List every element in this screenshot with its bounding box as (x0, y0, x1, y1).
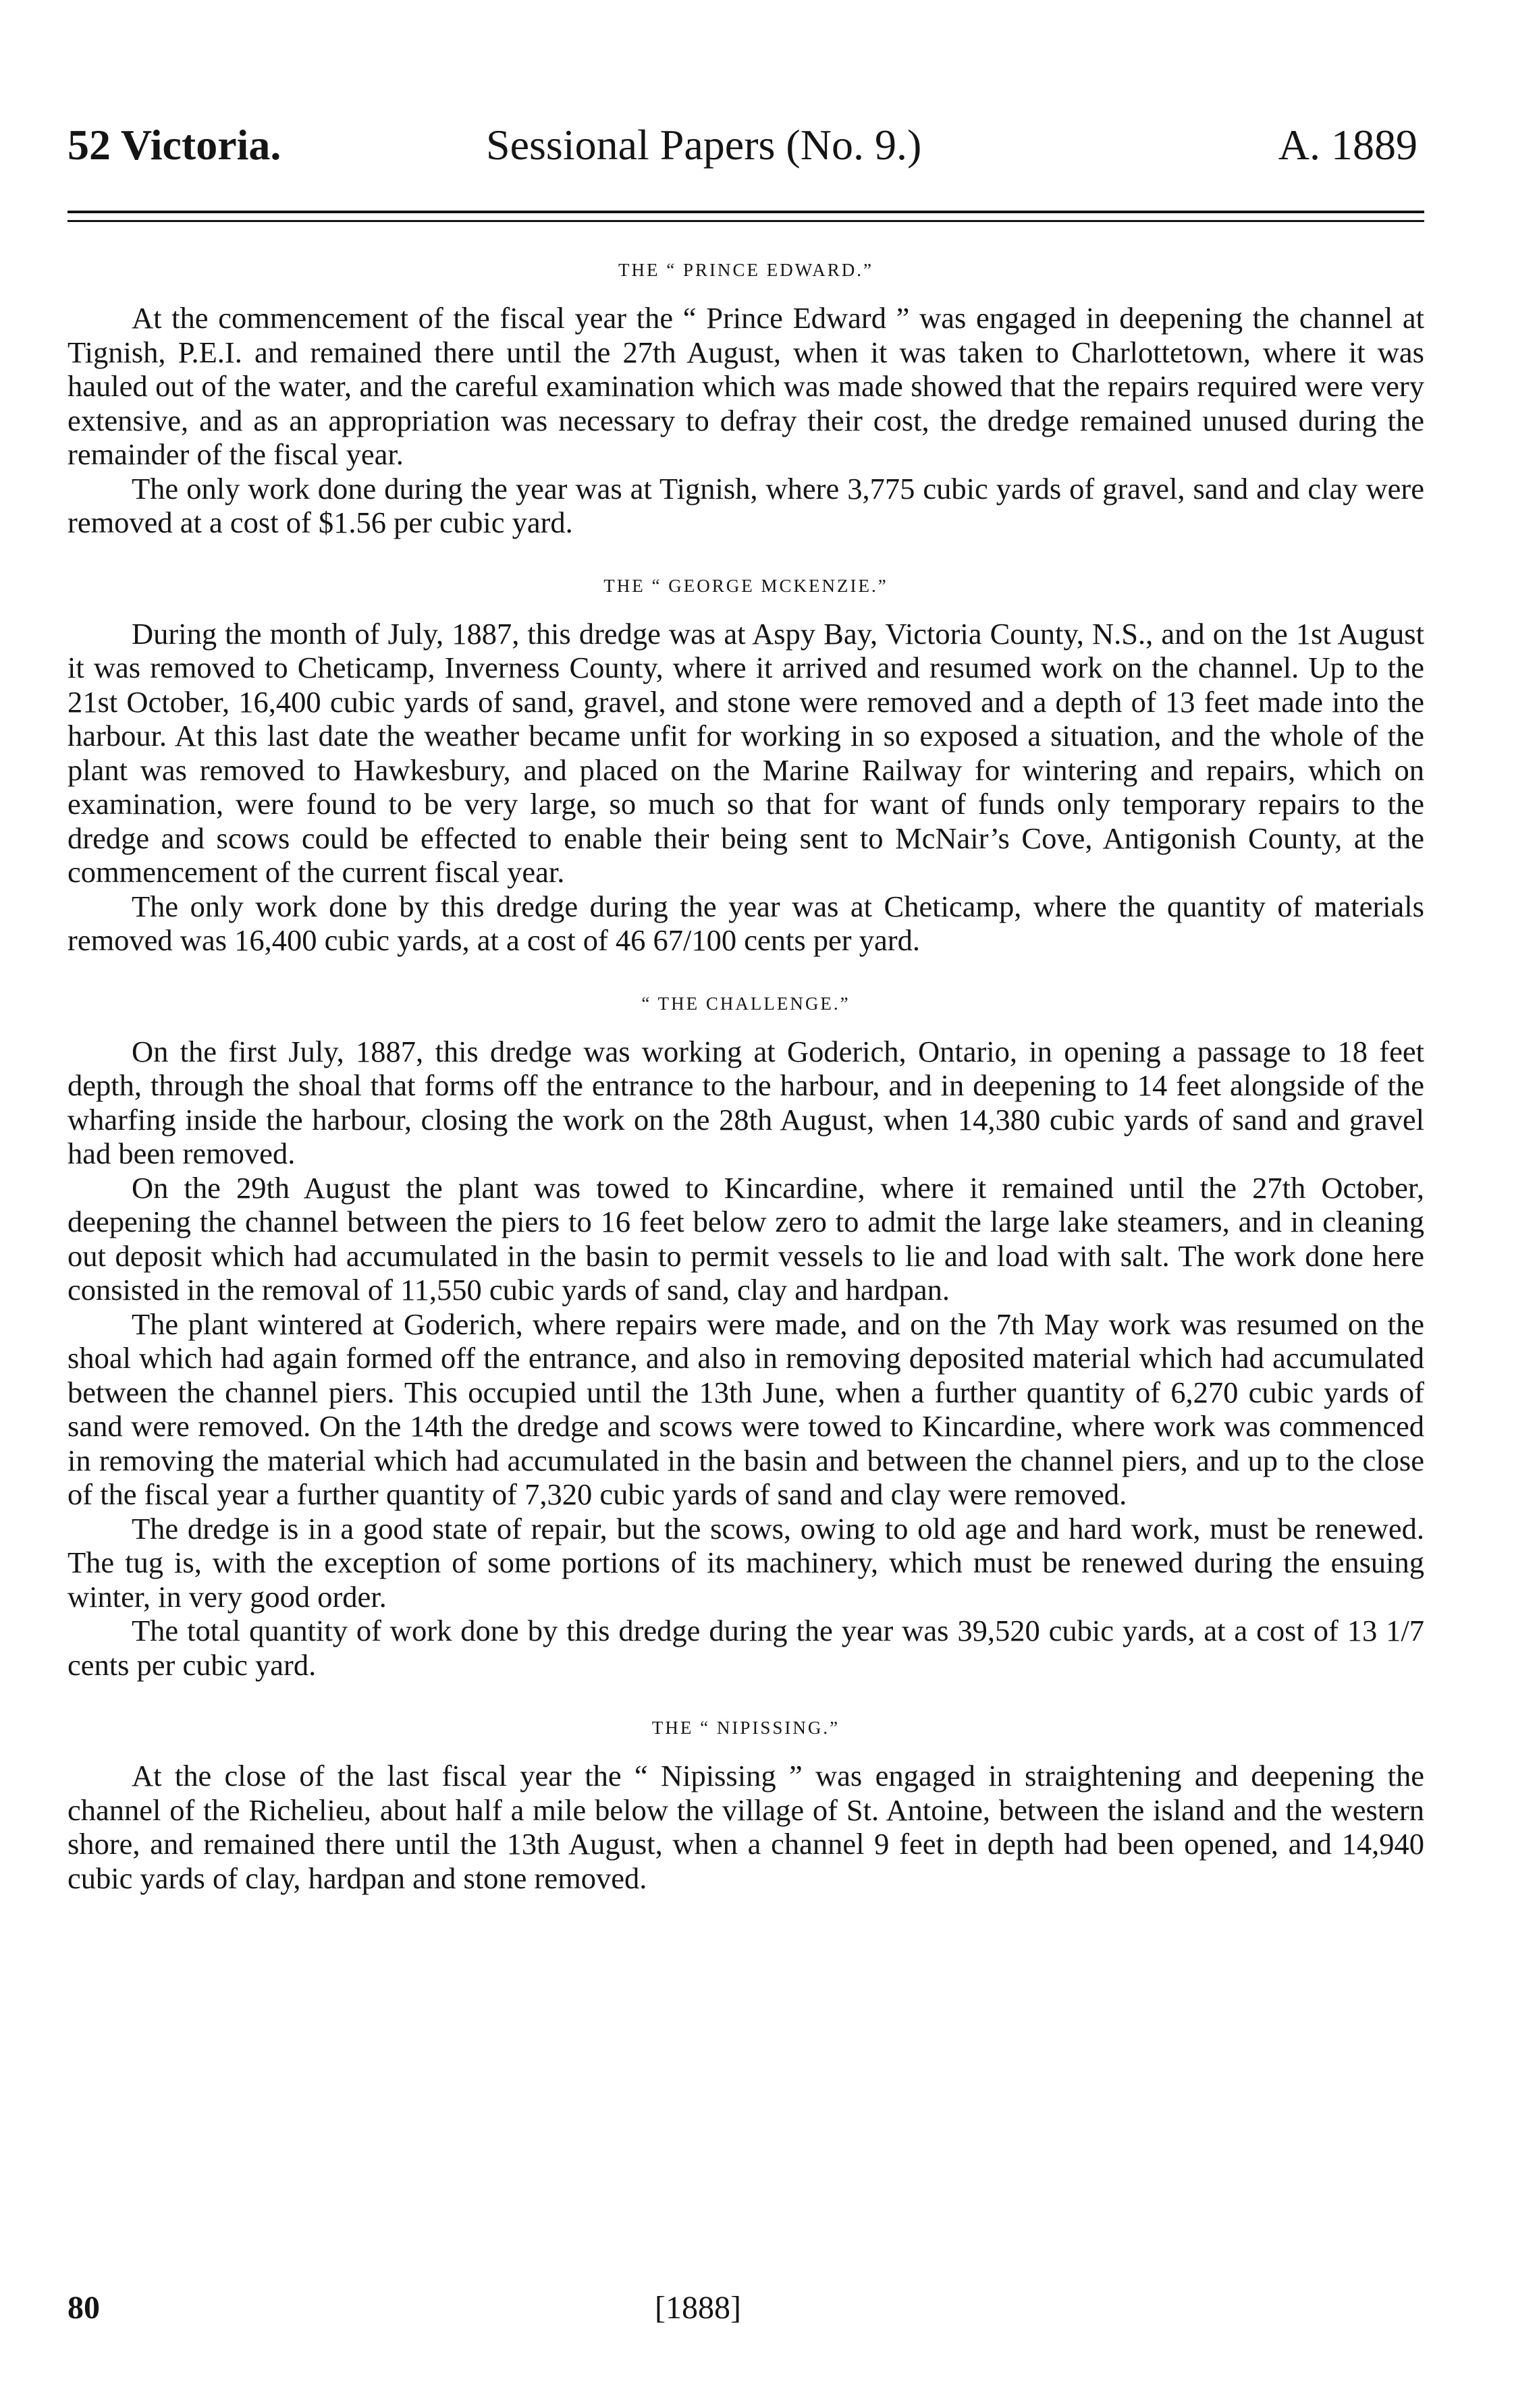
page-number: 80 (68, 2290, 100, 2326)
section-title: “ THE CHALLENGE.” (641, 993, 850, 1014)
paragraph: On the first July, 1887, this dredge was working at Goderich, Ontario, in opening a passage to 18 feet depth, through the shoal that forms off the entrance to the harbour, and in deepening to 14 feet alongside of the wharfing inside the harbour, closing the work on the 28th August, when 14,380 cubic yards of sand and gravel had been removed. (68, 1034, 1424, 1170)
page-header (68, 115, 1424, 175)
header-rule-bottom (68, 220, 1424, 222)
section-prince-edward (68, 256, 1424, 540)
paragraph: During the month of July, 1887, this dredge was at Aspy Bay, Victoria County, N.S., and on the 1st August it was removed to Cheticamp, Inverness County, where it arrived and resumed work on the channel. Up to the 21st October, 16,400 cubic yards of sand, gravel, and stone were removed and a depth of 13 feet made into the harbour. At this last date the weather became unfit for working in so exposed a situation, and the whole of the plant was removed to Hawkesbury, and placed on the Marine Railway for wintering and repairs, which on examination, were found to be very large, so much so that for want of funds only temporary repairs to the dredge and scows could be effected to enable their being sent to McNair’s Cove, Antigonish County, at the commencement of the current fiscal year. (68, 616, 1424, 889)
header-title: Sessional Papers (No. 9.) (486, 121, 922, 169)
paragraph: The total quantity of work done by this dredge during the year was 39,520 cubic yards, at a cost of 13 1/7 cents per cubic yard. (68, 1614, 1424, 1682)
paragraph: On the 29th August the plant was towed to Kincardine, where it remained until the 27th October, deepening the channel between the piers to 16 feet below zero to admit the large lake steamers, and in cleaning out deposit which had accumulated in the basin to permit vessels to lie and load with salt. The work done here consisted in the removal of 11,550 cubic yards of sand, clay and hardpan. (68, 1170, 1424, 1307)
header-session: 52 Victoria. (68, 121, 281, 169)
section-george-mckenzie (68, 572, 1424, 958)
footer-year: [1888] (655, 2290, 741, 2326)
header-year: A. 1889 (1278, 121, 1418, 169)
section-title: THE “ PRINCE EDWARD.” (618, 260, 873, 280)
paragraph: The only work done by this dredge during the year was at Cheticamp, where the quantity of materials removed was 16,400 cubic yards, at a cost of 46 67/100 cents per yard. (68, 889, 1424, 957)
paragraph: The only work done during the year was at Tignish, where 3,775 cubic yards of gravel, sand and clay were removed at a cost of $1.56 per cubic yard. (68, 471, 1424, 539)
section-title: THE “ NIPISSING.” (651, 1718, 840, 1738)
paragraph: At the close of the last fiscal year the “ Nipissing ” was engaged in straightening and deepening the channel of the Richelieu, about half a mile below the village of St. Antoine, between the island and the western shore, and remained there until the 13th August, when a channel 9 feet in depth had been opened, and 14,940 cubic yards of clay, hardpan and stone removed. (68, 1759, 1424, 1895)
section-nipissing (68, 1714, 1424, 1895)
document-page (68, 0, 1424, 2408)
header-rule-top (68, 211, 1424, 213)
paragraph: At the commencement of the fiscal year the “ Prince Edward ” was engaged in deepening the channel at Tignish, P.E.I. and remained there until the 27th August, when it was taken to Charlottetown, where it was hauled out of the water, and the careful examination which was made showed that the repairs required were very extensive, and as an appropriation was necessary to defray their cost, the dredge remained unused during the remainder of the fiscal year. (68, 301, 1424, 471)
section-title: THE “ GEORGE MCKENZIE.” (603, 575, 888, 596)
page-footer (68, 2288, 1424, 2328)
paragraph: The dredge is in a good state of repair, but the scows, owing to old age and hard work, must be renewed. The tug is, with the exception of some portions of its machinery, which must be renewed during the ensuing winter, in very good order. (68, 1511, 1424, 1614)
document-body (68, 256, 1424, 1895)
section-challenge (68, 990, 1424, 1682)
paragraph: The plant wintered at Goderich, where repairs were made, and on the 7th May work was resumed on the shoal which had again formed off the entrance, and also in removing deposited material which had accumulated between the channel piers. This occupied until the 13th June, when a further quantity of 6,270 cubic yards of sand were removed. On the 14th the dredge and scows were towed to Kincardine, where work was commenced in removing the material which had accumulated in the basin and between the channel piers, and up to the close of the fiscal year a further quantity of 7,320 cubic yards of sand and clay were removed. (68, 1307, 1424, 1511)
